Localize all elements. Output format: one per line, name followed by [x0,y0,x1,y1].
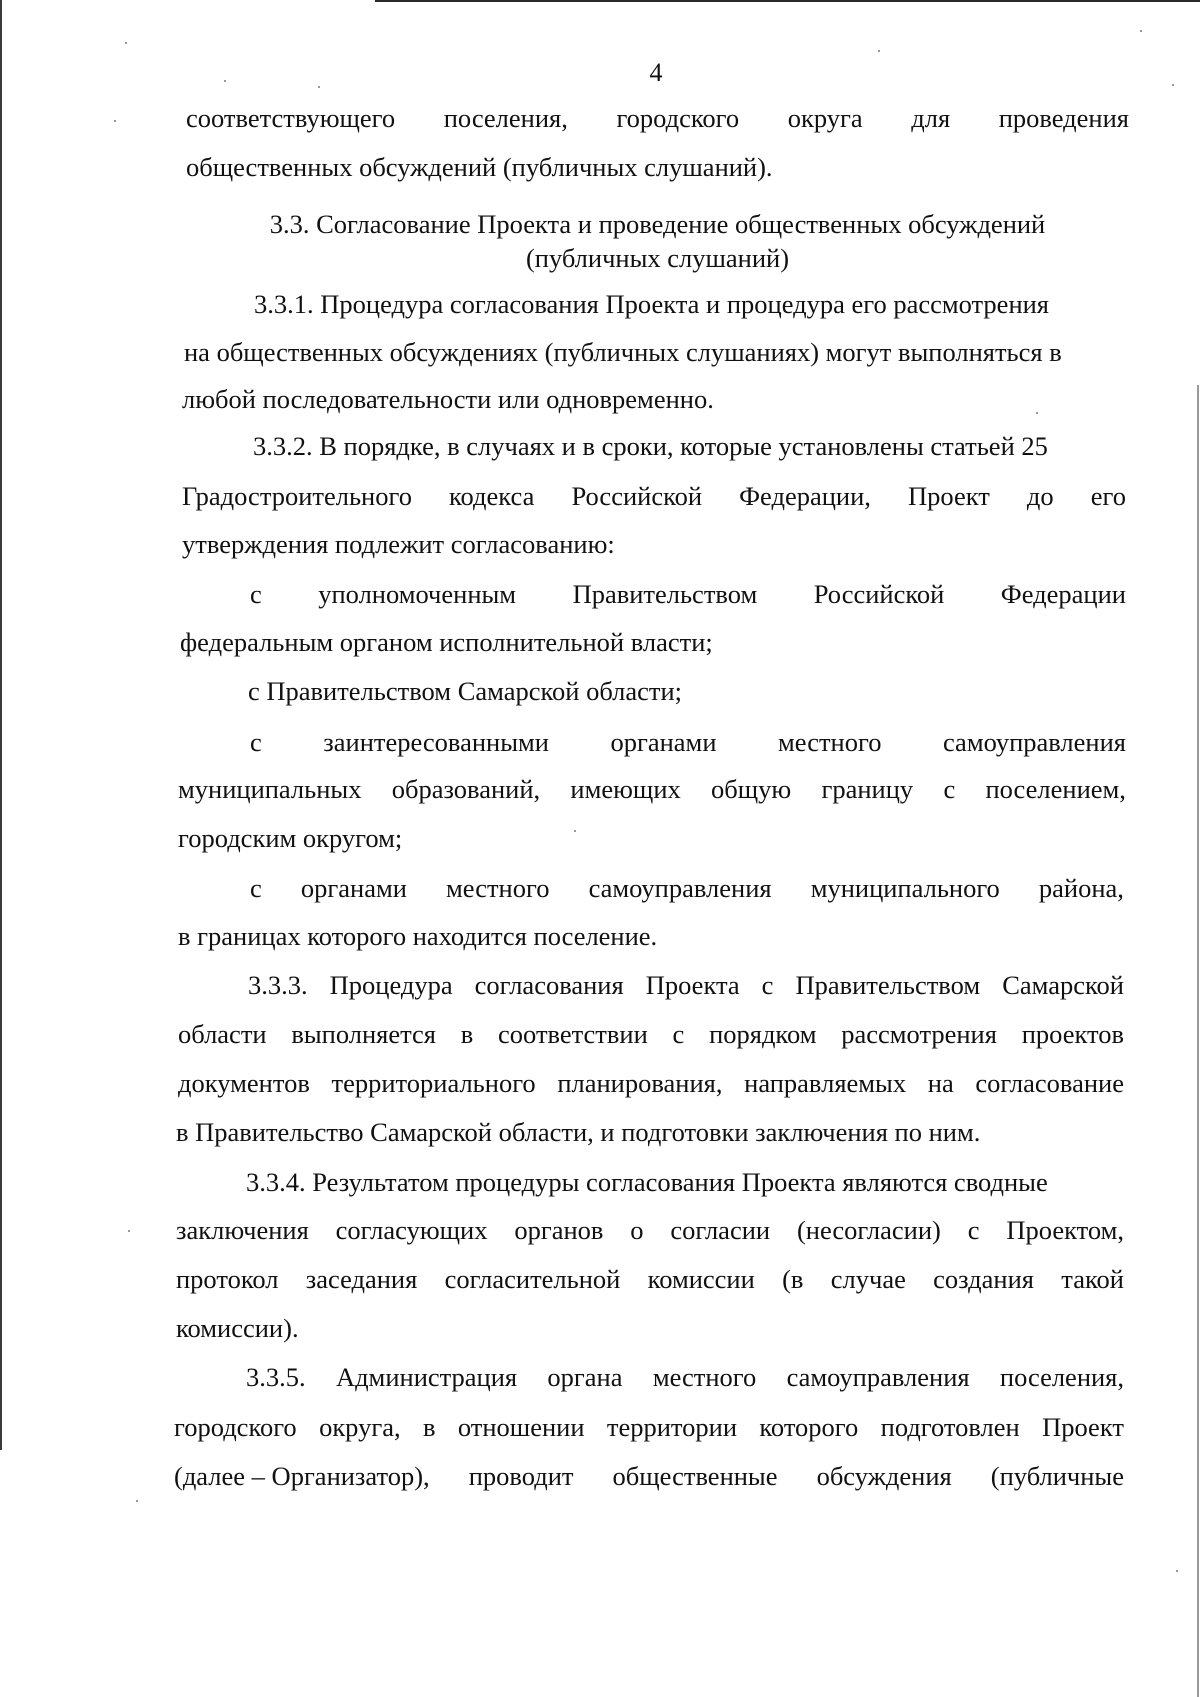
word: Проекта [645,970,740,1000]
word: имеющих [570,774,681,804]
word: обсуждения [816,1461,952,1491]
word: органов [514,1215,604,1245]
text-line: в Правительство Самарской области, и подготовки заключения по ним. [176,1117,981,1147]
word: до [1026,481,1054,511]
text-line [186,102,1129,134]
text-line [176,1214,1124,1246]
word: на [927,1068,954,1098]
word: поселения, [999,1362,1124,1392]
scan-speck [1140,30,1142,32]
word: Правительством [795,970,981,1000]
scan-edge-right [1197,385,1199,1697]
word: органами [610,727,717,757]
word: местного [778,727,882,757]
word: области [178,1019,267,1049]
word: с [761,970,774,1000]
word: выполняется [291,1019,436,1049]
word: создания [933,1264,1034,1294]
word: поселением, [985,774,1126,804]
word: согласование [975,1068,1124,1098]
scan-edge-top [375,0,1200,2]
word: его [1090,481,1126,511]
word: согласующих [335,1215,488,1245]
word: документов [178,1068,310,1098]
word: общую [711,774,792,804]
text-line: любой последовательности или одновременно. [182,384,714,414]
word: такой [1061,1264,1124,1294]
word: в [422,1412,436,1442]
word: планирования, [557,1068,723,1098]
word: поселения, [443,103,568,133]
word: самоуправления [588,873,772,903]
page-number: 4 [649,58,663,87]
word: соответствии [498,1019,648,1049]
text-line: городским округом; [178,823,403,853]
scan-edge-left [0,0,2,1450]
word: Проект [1042,1412,1124,1442]
word: с [250,873,262,903]
text-line [174,1411,1124,1443]
word: с [250,727,262,757]
word: муниципальных [178,774,362,804]
text-line: 3.3.2. В порядке, в случаях и в сроки, которые установлены статьей 25 [253,431,1048,461]
text-line: 3.3.4. Результатом процедуры согласования Проекта являются сводные [246,1167,1048,1197]
word: (далее – Организатор), [174,1461,430,1491]
word: Федерации, [739,481,871,511]
word: местного [652,1362,757,1392]
word: которого [759,1412,859,1442]
word: образований, [391,774,541,804]
word: (в [782,1264,804,1294]
word: Российской [813,579,945,609]
text-line [248,969,1124,1001]
word: проводит [468,1461,574,1491]
word: 3.3.5. [246,1362,306,1392]
text-line: в границах которого находится поселение. [178,921,658,951]
word: (публичные [990,1461,1124,1491]
word: с [967,1215,980,1245]
word: самоуправления [942,727,1126,757]
word: согласования [474,970,624,1000]
text-line: 3.3.1. Процедура согласования Проекта и процедура его рассмотрения [254,289,1049,319]
word: Проектом, [1006,1215,1124,1245]
word: соответствующего [186,103,396,133]
word: о [630,1215,644,1245]
text-line: 3.3. Согласование Проекта и проведение общественных обсуждений [269,209,1046,239]
word: местного [446,873,550,903]
word: органа [547,1362,623,1392]
text-line: федеральным органом исполнительной власти; [180,627,713,657]
scan-speck [114,120,116,122]
text-line [250,726,1126,758]
scan-speck [574,830,576,832]
word: отношении [457,1412,585,1442]
scan-speck [136,1500,138,1502]
text-line [246,1361,1124,1393]
word: проектов [1021,1019,1124,1049]
text-line [178,1067,1124,1099]
word: общественные [612,1461,778,1491]
word: Процедура [329,970,453,1000]
text-line [250,872,1124,904]
text-line [174,1460,1124,1492]
scan-speck [128,1230,130,1232]
word: с [943,774,956,804]
word: Градостроительного [182,481,412,511]
word: городского [616,103,740,133]
text-line: комиссии). [176,1313,299,1343]
word: случае [830,1264,906,1294]
text-line: (публичных слушаний) [525,243,790,273]
word: подготовлен [880,1412,1020,1442]
word: территории [606,1412,738,1442]
word: Проект [907,481,990,511]
word: округа [787,103,863,133]
word: Федерации [1000,579,1126,609]
word: направляемых [744,1068,907,1098]
word: проведения [998,103,1129,133]
text-line: утверждения подлежит согласованию: [182,529,615,559]
word: рассмотрения [841,1019,997,1049]
text-line [250,578,1126,610]
word: протокол [176,1264,279,1294]
scan-speck [1036,412,1038,414]
text-line [182,480,1126,512]
word: органами [300,873,407,903]
text-line: на общественных обсуждениях (публичных слушаниях) могут выполняться в [184,337,1062,367]
word: самоуправления [786,1362,970,1392]
word: в [460,1019,474,1049]
word: порядком [709,1019,817,1049]
word: Самарской [1002,970,1124,1000]
word: (несогласии) [796,1215,941,1245]
word: согласии [670,1215,771,1245]
word: Российской [571,481,703,511]
word: округа, [319,1412,401,1442]
scan-speck [1176,1570,1178,1572]
word: городского [174,1412,297,1442]
text-line [176,1263,1124,1295]
text-line [178,1018,1124,1050]
word: с [250,579,262,609]
word: территориального [331,1068,536,1098]
text-line: с Правительством Самарской области; [248,676,683,706]
word: комиссии [647,1264,755,1294]
text-line [178,773,1126,805]
word: границу [821,774,914,804]
word: заключения [176,1215,309,1245]
word: уполномоченным [318,579,517,609]
word: для [911,103,951,133]
word: Правительством [572,579,758,609]
word: 3.3.3. [248,970,308,1000]
word: заседания [305,1264,418,1294]
word: района, [1038,873,1124,903]
word: муниципального [810,873,1000,903]
scan-speck [878,50,880,52]
word: Администрация [335,1362,518,1392]
word: с [672,1019,685,1049]
word: заинтересованными [323,727,549,757]
word: кодекса [449,481,535,511]
text-line: общественных обсуждений (публичных слушаний). [186,152,773,182]
word: согласительной [444,1264,621,1294]
scan-speck [125,42,127,44]
